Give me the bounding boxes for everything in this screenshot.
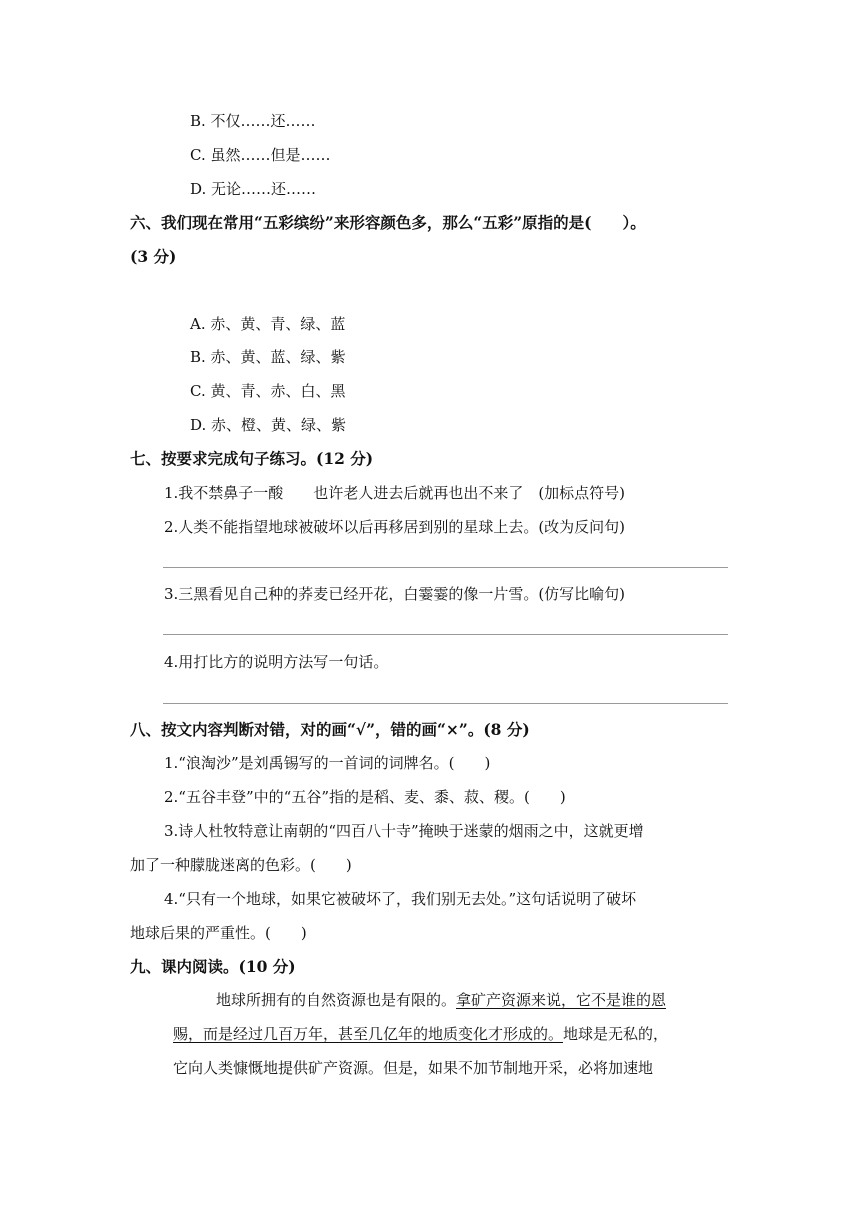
- q7-item-4: 4.用打比方的说明方法写一句话。: [164, 653, 389, 671]
- q9-underlined-sentence-part-1: 拿矿产资源来说，它不是谁的恩: [456, 991, 667, 1009]
- q6-option-c: C. 黄、青、赤、白、黑: [190, 382, 346, 400]
- q6-option-a: A. 赤、黄、青、绿、蓝: [190, 315, 346, 333]
- q7-answer-line-3[interactable]: [163, 634, 728, 635]
- q8-title: 八、按文内容判断对错，对的画“√”，错的画“×”。(8 分): [130, 720, 530, 739]
- q5-option-b: B. 不仅……还……: [190, 112, 316, 130]
- q6-title: 六、我们现在常用“五彩缤纷”来形容颜色多，那么“五彩”原指的是( ）。: [130, 213, 646, 232]
- q7-title: 七、按要求完成句子练习。(12 分): [130, 449, 374, 468]
- q9-underlined-sentence-part-2: 赐，而是经过几百万年，甚至几亿年的地质变化才形成的。: [173, 1025, 564, 1043]
- q8-item-1: 1.“浪淘沙”是刘禹锡写的一首词的词牌名。( ): [164, 754, 491, 772]
- q9-passage-line-3: 它向人类慷慨地提供矿产资源。但是，如果不加节制地开采，必将加速地: [173, 1059, 654, 1077]
- q8-item-3-line-1: 3.诗人杜牧特意让南朝的“四百八十寺”掩映于迷蒙的烟雨之中，这就更增: [164, 822, 644, 840]
- q9-title: 九、课内阅读。(10 分): [130, 957, 296, 976]
- q7-item-1: 1.我不禁鼻子一酸 也许老人进去后就再也出不来了 (加标点符号): [164, 484, 626, 502]
- q8-item-4-line-2: 地球后果的严重性。( ): [130, 924, 307, 942]
- q8-item-2: 2.“五谷丰登”中的“五谷”指的是稻、麦、黍、菽、稷。( ): [164, 788, 566, 806]
- q6-option-d: D. 赤、橙、黄、绿、紫: [190, 416, 347, 434]
- q6-option-b: B. 赤、黄、蓝、绿、紫: [190, 348, 346, 366]
- q9-passage-line-1: [216, 990, 666, 1010]
- q8-item-3-line-2: 加了一种朦胧迷离的色彩。( ): [130, 856, 352, 874]
- q8-item-4-line-1: 4.“只有一个地球，如果它被破坏了，我们别无去处。”这句话说明了破坏: [164, 890, 637, 908]
- q9-passage-line-2: [173, 1024, 668, 1044]
- q5-option-d: D. 无论……还……: [190, 180, 317, 198]
- q5-option-c: C. 虽然……但是……: [190, 146, 331, 164]
- q6-score: (3 分): [130, 247, 177, 266]
- q7-answer-line-4[interactable]: [163, 703, 728, 704]
- q7-answer-line-2[interactable]: [163, 567, 728, 568]
- q9-passage-sentence-3: 地球是无私的，: [563, 1025, 669, 1043]
- q7-item-2: 2.人类不能指望地球被破坏以后再移居到别的星球上去。(改为反问句): [164, 518, 626, 536]
- q7-item-3: 3.三黑看见自己种的荞麦已经开花，白霎霎的像一片雪。(仿写比喻句): [164, 585, 626, 603]
- q9-passage-sentence-1: 地球所拥有的自然资源也是有限的。: [216, 991, 457, 1009]
